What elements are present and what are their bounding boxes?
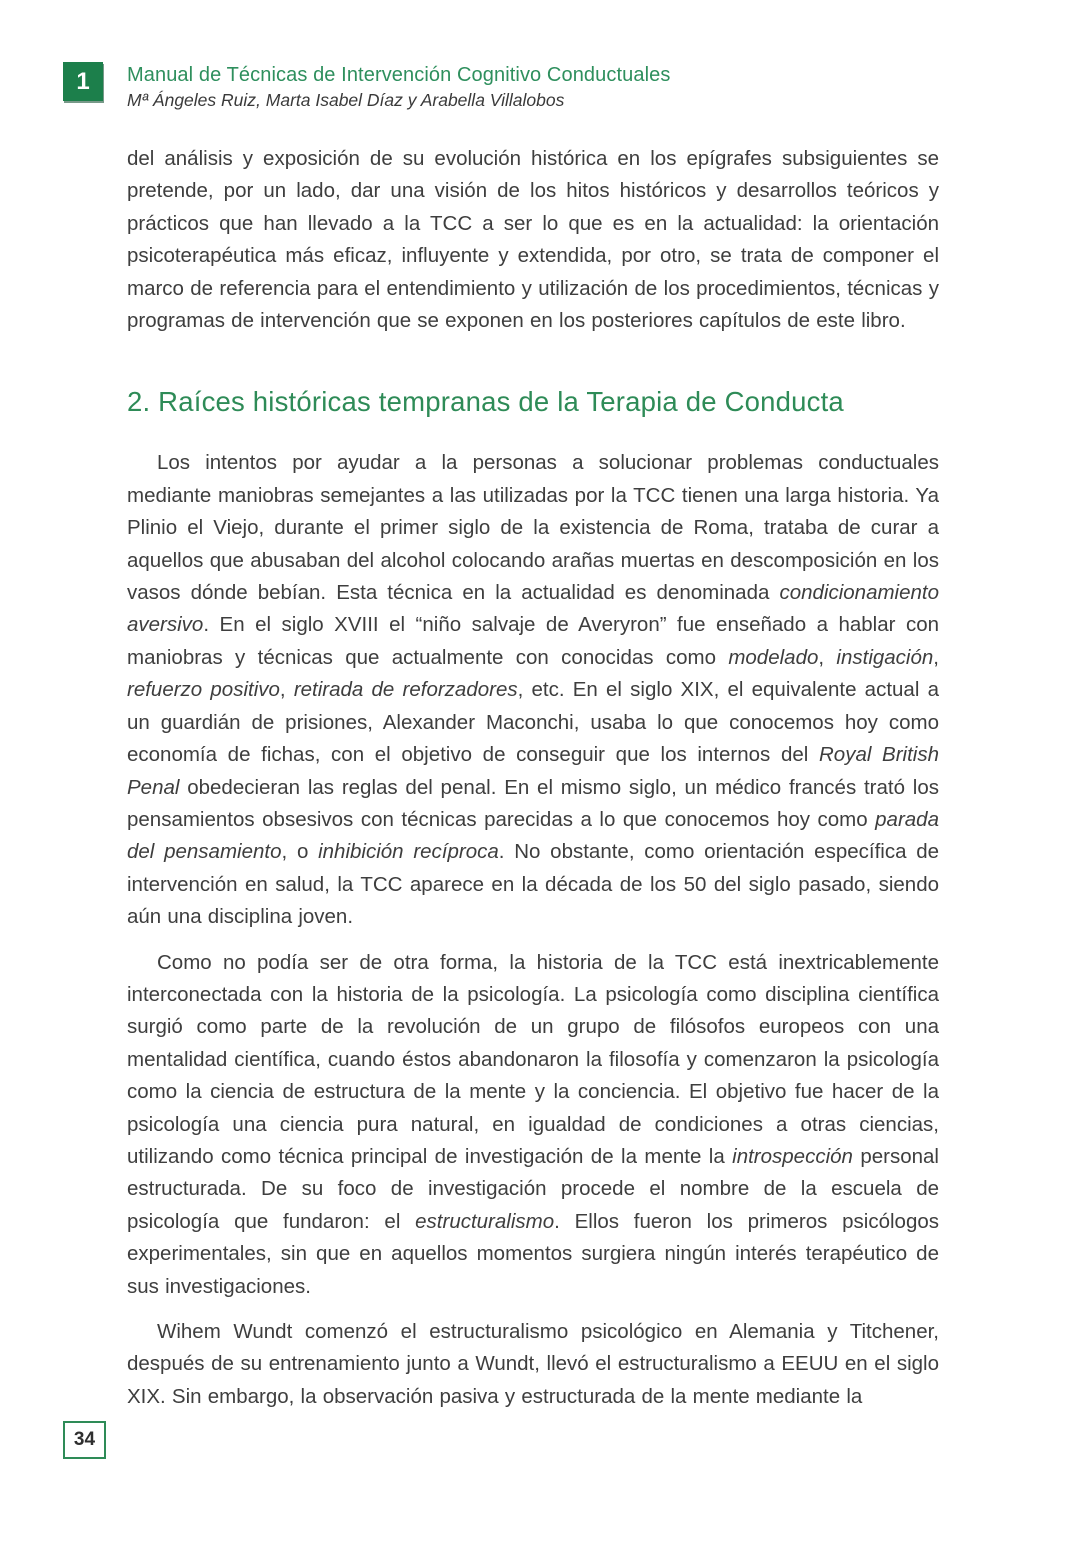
header-text <box>127 62 670 111</box>
book-authors: Mª Ángeles Ruiz, Marta Isabel Díaz y Arabella Villalobos <box>127 90 565 110</box>
italic-text-segment: introspección <box>732 1144 853 1168</box>
chapter-number-badge <box>63 62 103 101</box>
text-segment: , <box>933 645 939 669</box>
section-paragraphs <box>127 447 939 1413</box>
paragraph <box>127 447 939 933</box>
text-segment: personal estructurada. De su foco de investigación procede el nombre de la escuela de psicología que fundaron: el <box>127 1144 939 1233</box>
italic-text-segment: refuerzo positivo <box>127 678 280 702</box>
paragraph <box>127 143 939 337</box>
section-heading: 2. Raíces históricas tempranas de la Terapia de Conducta <box>127 386 844 418</box>
italic-text-segment: parada del pensamiento <box>127 807 939 864</box>
text-segment: . Ellos fueron los primeros psicólogos experimentales, sin que en aquellos momentos surgiera ningún interés terapéutico de sus investigaciones. <box>127 1209 939 1298</box>
text-segment: , o <box>281 840 319 864</box>
italic-text-segment: estructuralismo <box>415 1209 555 1233</box>
text-segment: del análisis y exposición de su evolución histórica en los epígrafes subsiguientes se pretende, por un lado, dar una visión de los hitos históricos y desarrollos teóricos y prácticos que han llevado a la TCC a ser lo que es en la actualidad: la orientación psicoterapéutica más eficaz, influyente y extendida, por otro, se trata de componer el marco de referencia para el entendimiento y utilización de los procedimientos, técnicas y programas de intervención que se exponen en los posteriores capítulos de este libro. <box>127 147 939 333</box>
chapter-number: 1 <box>76 67 90 95</box>
text-segment: obedecieran las reglas del penal. En el mismo siglo, un médico francés trató los pensamientos obsesivos con técnicas parecidas a lo que conocemos hoy como <box>127 775 939 831</box>
text-segment: Como no podía ser de otra forma, la historia de la TCC está inextricablemente interconectada con la historia de la psicología. La psicología como disciplina científica surgió como parte de la revolución de un grupo de filósofos europeos con una mentalidad científica, cuando éstos abandonaron la filosofía y comenzaron la psicología como la ciencia de estructura de la mente y la conciencia. El objetivo fue hacer de la psicología una ciencia pura natural, en igualdad de condiciones a otras ciencias, utilizando como técnica principal de investigación de la mente la <box>127 950 939 1168</box>
italic-text-segment: inhibición recíproca <box>318 840 499 864</box>
text-segment: , etc. En el siglo XIX, el equivalente actual a un guardián de prisiones, Alexander Maconchi, usaba lo que conocemos hoy como economía de fichas, con el objetivo de conseguir que los internos del <box>127 678 939 767</box>
intro-paragraphs <box>127 143 939 337</box>
page-number-box <box>63 1421 106 1459</box>
book-title: Manual de Técnicas de Intervención Cognitivo Conductuales <box>127 64 671 86</box>
text-segment: , <box>818 645 837 669</box>
italic-text-segment: modelado <box>728 645 819 669</box>
text-segment: . No obstante, como orientación específica de intervención en salud, la TCC aparece en la década de los 50 del siglo pasado, siendo aún una disciplina joven. <box>127 840 940 929</box>
italic-text-segment: retirada de reforzadores <box>293 678 518 702</box>
text-segment: Wihem Wundt comenzó el estructuralismo psicológico en Alemania y Titchener, después de su entrenamiento junto a Wundt, llevó el estructuralismo a EEUU en el siglo XIX. Sin embargo, la observación pasiva y estructurada de la mente mediante la <box>127 1320 939 1408</box>
paragraph <box>127 947 939 1303</box>
italic-text-segment: condicionamiento aversivo <box>127 581 939 637</box>
italic-text-segment: Royal British Penal <box>127 743 940 799</box>
page-number: 34 <box>73 1429 96 1450</box>
italic-text-segment: instigación <box>836 645 934 669</box>
text-segment: Los intentos por ayudar a la personas a solucionar problemas conductuales mediante maniobras semejantes a las utilizadas por la TCC tienen una larga historia. Ya Plinio el Viejo, durante el primer siglo de la existencia de Roma, trataba de curar a aquellos que abusaban del alcohol colocando arañas muertas en descomposición en los vasos dónde bebían. Esta técnica en la actualidad es denominada <box>127 451 939 605</box>
main-text-column <box>127 143 939 1426</box>
paragraph <box>127 1316 939 1413</box>
text-segment: . En el siglo XVIII el “niño salvaje de Averyron” fue enseñado a hablar con maniobras y técnicas que actualmente con conocidas como <box>127 613 939 669</box>
page-header <box>63 62 1017 111</box>
text-segment: , <box>279 678 294 702</box>
